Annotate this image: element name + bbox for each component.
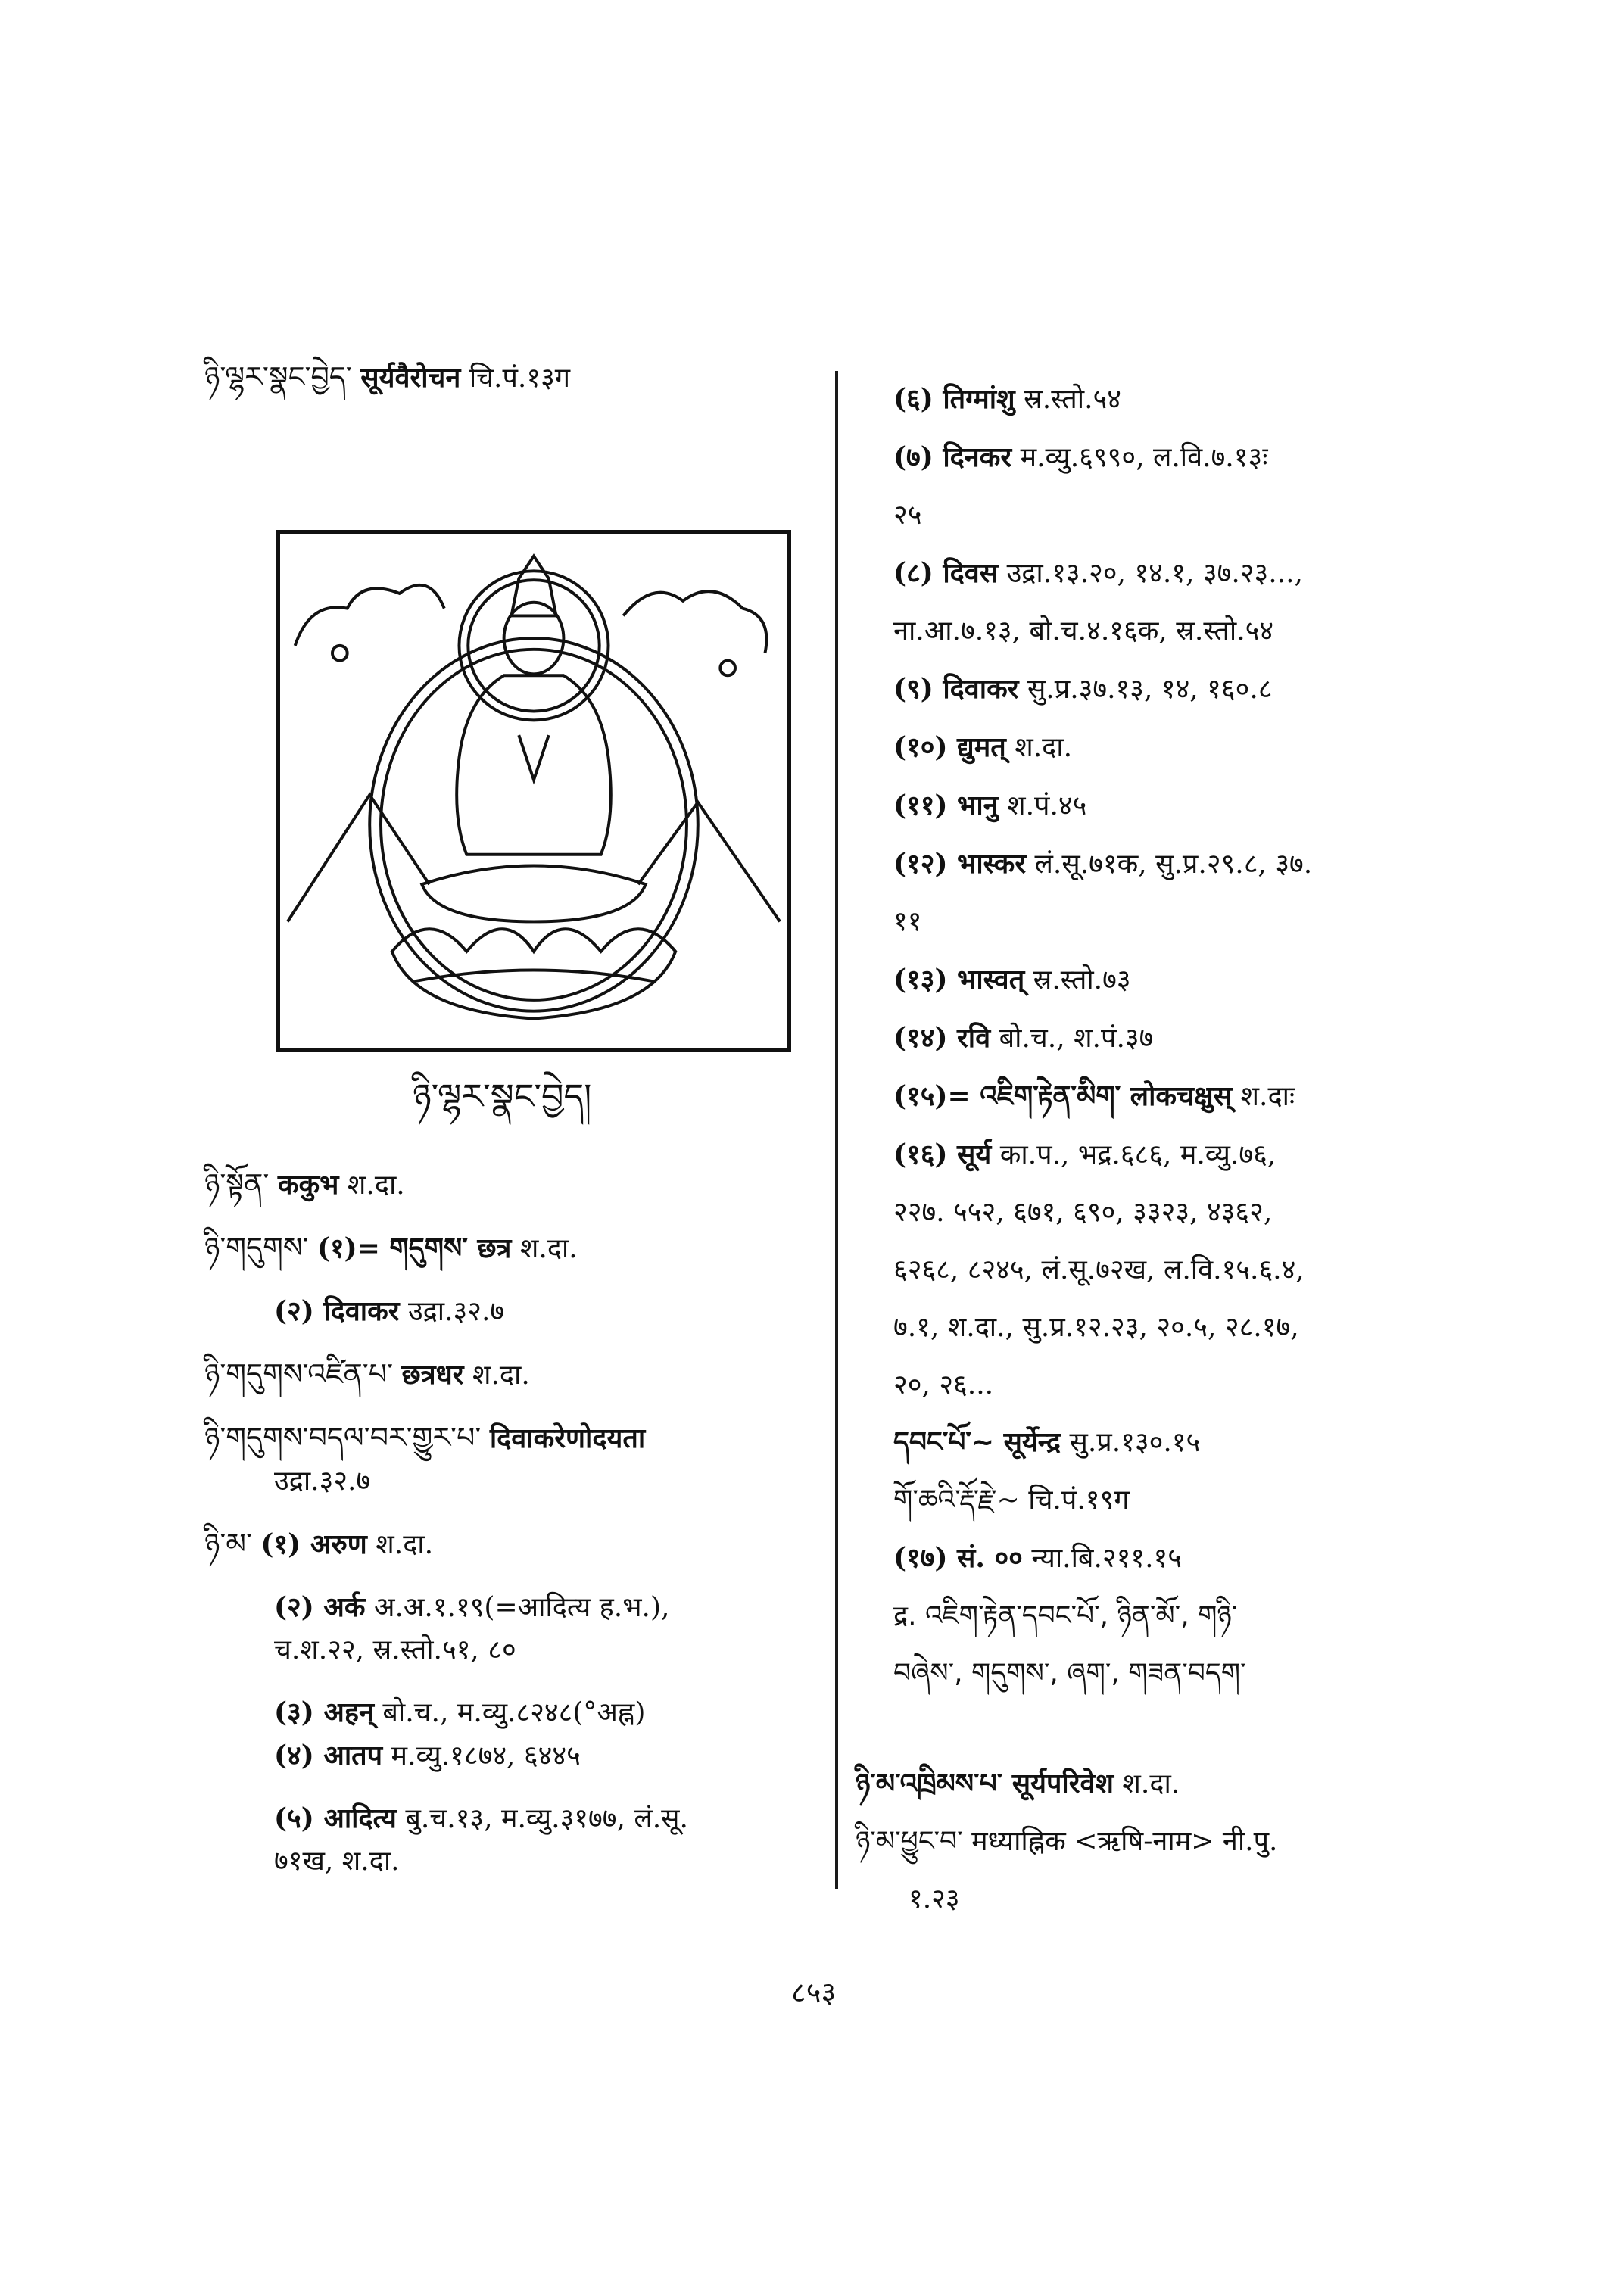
page-number: ८५३ <box>791 1976 837 2009</box>
sanskrit-term: (१४) रवि <box>893 1022 991 1054</box>
sense-line <box>893 437 1484 478</box>
reference: म.व्यु.६९९०, ल.वि.७.१३ः <box>1020 442 1268 473</box>
sanskrit-term: ककुभ <box>277 1169 339 1201</box>
sense-line <box>893 1076 1484 1117</box>
sanskrit-term: (२) दिवाकर <box>274 1295 400 1327</box>
reference: ६२६८, ८२४५, लं.सू.७२ख, ल.वि.१५.६.४, <box>893 1254 1304 1285</box>
cloud-right <box>623 591 766 653</box>
sense-line <box>893 553 1484 594</box>
sanskrit-term: (१७) सं. ०० <box>893 1542 1023 1574</box>
joined-hands <box>519 735 548 780</box>
reference: श.दा. <box>472 1360 530 1391</box>
sanskrit-term: (११) भानु <box>893 790 999 821</box>
reference-line <box>893 1365 1484 1406</box>
buddha-drawing <box>280 534 787 1048</box>
sanskrit-term: (८) दिवस <box>893 557 999 589</box>
right-column <box>893 379 1484 1711</box>
reference: अ.अ.१.१९(=आदित्य ह.भ.), <box>373 1592 670 1623</box>
tibetan-headword: ཉི་གདུགས་འཛིན་པ་ <box>204 1357 394 1391</box>
sanskrit-term: (६) तिग्मांशु <box>893 383 1015 415</box>
reference: ७.१, श.दा., सु.प्र.१२.२३, २०.५, २८.१७, <box>893 1312 1299 1343</box>
reference: श.दा. <box>347 1170 405 1201</box>
entry-heading <box>204 356 825 400</box>
reference: १.२३ <box>909 1883 960 1914</box>
reference: स्र.स्तो.५४ <box>1024 384 1121 415</box>
reference-line <box>893 611 1484 652</box>
sense-line <box>893 379 1484 420</box>
sense-line <box>893 1134 1484 1176</box>
reference: उद्रा.३२.७ <box>274 1466 371 1497</box>
right-entries-lower <box>856 1764 1522 1936</box>
column-divider <box>835 371 838 1889</box>
reference: न्या.बि.२११.१५ <box>1031 1543 1182 1574</box>
reference-line <box>893 1250 1484 1291</box>
reference-line <box>856 1879 1522 1920</box>
reference: उद्रा.१३.२०, १४.१, ३७.२३..., <box>1006 558 1303 589</box>
left-column <box>204 356 825 400</box>
sanskrit-term: (१)= གདུགས་ छत्र <box>316 1232 512 1264</box>
sanskrit-term: (१६) सूर्य <box>893 1139 992 1170</box>
reference-line <box>893 1192 1484 1233</box>
sanskrit-term: (३) अहन् <box>274 1696 374 1728</box>
tibetan-headword: ཉི་མ་ཕྱུང་བ་ मध्याह्निक <box>856 1826 1066 1857</box>
tibetan-headword: ཉི་སྟོན་ <box>204 1167 270 1201</box>
entry <box>204 1353 825 1397</box>
sense-line <box>893 959 1484 1001</box>
reference: २०, २६... <box>893 1369 994 1400</box>
entry <box>204 1226 825 1270</box>
entry-reference <box>204 1840 825 1883</box>
entry-sense <box>204 1734 825 1777</box>
compound-term: གོ་ཆའི་རྡོ་རྗེ་~ <box>893 1485 1020 1516</box>
sense-line <box>893 843 1484 885</box>
reference: ११ <box>893 906 922 937</box>
entry <box>856 1821 1522 1862</box>
sanskrit-term: छत्रधर <box>401 1359 464 1391</box>
entry <box>204 1522 825 1566</box>
sanskrit-term: (१३) भास्वत् <box>893 964 1025 995</box>
reference: का.प., भद्र.६८६, म.व्यु.७६, <box>999 1139 1276 1170</box>
reference: सु.प्र.१३०.१५ <box>1069 1427 1201 1458</box>
reference: श.दाः <box>1240 1081 1295 1112</box>
sense-line <box>893 1017 1484 1059</box>
cross-reference-line <box>893 1596 1484 1637</box>
reference: श.दा. <box>376 1529 434 1560</box>
entry-sense <box>204 1797 825 1840</box>
reference: सु.प्र.३७.१३, १४, १६०.८ <box>1027 674 1273 705</box>
reference: उद्रा.३२.७ <box>407 1296 505 1327</box>
tibetan-headword: ཉི་ལྷར་སྣང་བྱེད་ <box>204 360 352 394</box>
reference: लं.सू.७१क, सु.प्र.२९.८, ३७. <box>1034 849 1313 880</box>
entry-sense <box>204 1691 825 1734</box>
sense-line <box>893 668 1484 710</box>
sense-line <box>893 1537 1484 1579</box>
sanskrit-term: (९) दिवाकर <box>893 673 1019 705</box>
sanskrit-term: (२) अर्क <box>274 1591 366 1623</box>
crossed-legs <box>422 866 646 922</box>
reference: श.दा. <box>1015 732 1073 763</box>
tibetan-headword: ཉི་མ་འཁྲིམས་པ་ सूर्यपरिवेश <box>856 1768 1114 1799</box>
entry-sense <box>204 1586 825 1629</box>
reference: च.श.२२, स्र.स्तो.५१, ८० <box>274 1634 516 1665</box>
sense-line <box>893 727 1484 768</box>
reference: बु.च.१३, म.व्यु.३१७७, लं.सू. <box>405 1803 688 1834</box>
buddha-illustration <box>276 530 791 1052</box>
sanskrit-term: (५) आदित्य <box>274 1802 397 1834</box>
entry-reference <box>204 1460 825 1503</box>
reference: श.दा. <box>519 1233 578 1264</box>
sense-line <box>893 785 1484 827</box>
sanskrit-term: (१५)= འཇིག་རྟེན་མིག་ लोकचक्षुस् <box>893 1080 1233 1112</box>
reference: श.दा. <box>1122 1768 1180 1799</box>
compound-line <box>893 1422 1484 1463</box>
reference: स्र.स्तो.७३ <box>1033 964 1131 995</box>
reference: श.पं.४५ <box>1007 790 1087 821</box>
reference: <ऋषि-नाम> नी.पु. <box>1074 1826 1278 1857</box>
entry-reference <box>204 1629 825 1671</box>
reference: ना.आ.७.१३, बो.च.४.१६क, स्र.स्तो.५४ <box>893 615 1274 646</box>
entry <box>204 1163 825 1207</box>
reference: २५ <box>893 500 922 531</box>
entry <box>856 1764 1522 1805</box>
entry <box>204 1416 825 1460</box>
body <box>457 675 611 854</box>
tibetan-headword: ཉི་མ་ <box>204 1527 252 1560</box>
reference: चि.पं.१३ग <box>469 363 571 394</box>
compound-line <box>893 1480 1484 1521</box>
reference: बो.च., श.पं.३७ <box>999 1023 1154 1054</box>
sanskrit-term: दिवाकरेणोदयता <box>489 1422 646 1454</box>
sanskrit-term: (१०) द्युमत् <box>893 731 1006 763</box>
reference: म.व्यु.१८७४, ६४४५ <box>391 1740 581 1771</box>
reference: बो.च., म.व्यु.८२४८(°अह्न) <box>382 1697 646 1728</box>
tibetan-headword: ཉི་གདུགས་བདལ་བར་གྱུར་པ་ <box>204 1421 482 1454</box>
reference-line <box>893 902 1484 942</box>
reference-line <box>893 1307 1484 1348</box>
cross-reference: द्र. འཇིག་རྟེན་དབང་པོ་, ཉིན་མོ་, གཉི་ <box>893 1600 1238 1631</box>
cloud-left <box>295 585 444 646</box>
sanskrit-term: (४) आतप <box>274 1740 383 1771</box>
tibetan-headword: ཉི་གདུགས་ <box>204 1231 309 1264</box>
body-halo <box>369 638 698 1011</box>
figure-caption: ཉི་ལྷར་སྣང་བྱེད། <box>413 1076 592 1117</box>
sanskrit-term: सूर्यवैरोचन <box>360 362 461 394</box>
compound-term: དབང་པོ་~ सूर्येन्द्र <box>893 1427 1061 1458</box>
left-entries <box>204 1143 825 1883</box>
sanskrit-term: (७) दिनकर <box>893 441 1012 473</box>
entry-sense <box>204 1290 825 1333</box>
cross-reference: བཞེས་, གདུགས་, ཞག་, གཟན་བདག་ <box>893 1658 1246 1689</box>
reference-line <box>893 495 1484 536</box>
sanskrit-term: (१) अरुण <box>260 1528 367 1560</box>
reference: ७१ख, श.दा. <box>274 1846 400 1877</box>
sanskrit-term: (१२) भास्कर <box>893 848 1027 880</box>
cross-reference-line <box>893 1653 1484 1694</box>
reference: २२७. ५५२, ६७१, ६९०, ३३२३, ४३६२, <box>893 1197 1273 1228</box>
reference: चि.पं.१९ग <box>1028 1485 1130 1516</box>
